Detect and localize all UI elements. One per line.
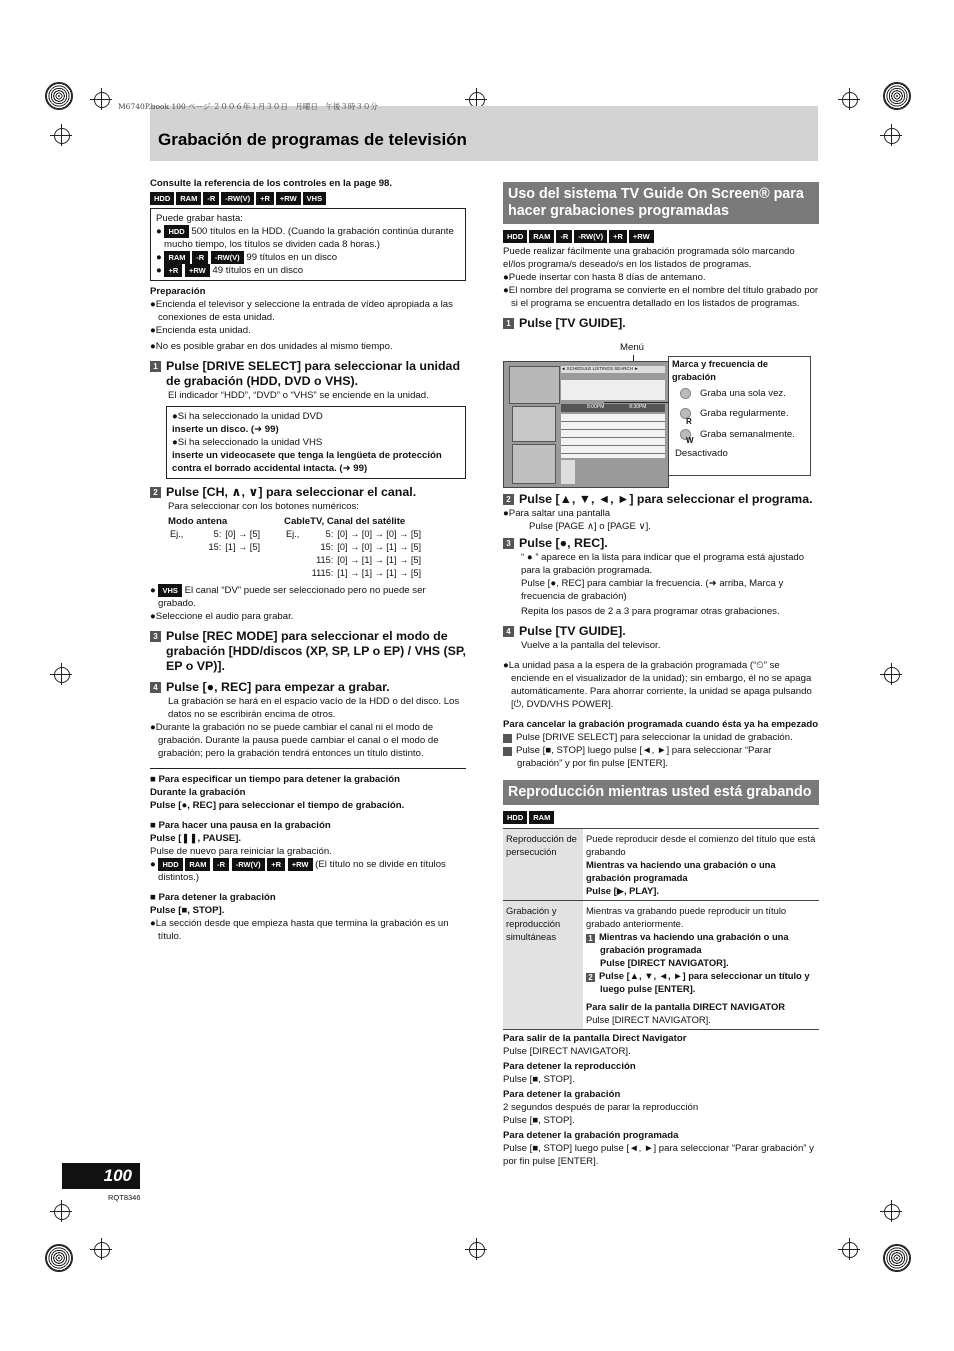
step-2	[150, 485, 466, 500]
row-step	[586, 930, 816, 956]
step-title: Pulse [TV GUIDE].	[519, 316, 626, 330]
step-text: Pulse [PAGE ∧] o [PAGE ∨].	[529, 521, 651, 532]
table-row	[168, 541, 262, 554]
divider	[150, 768, 466, 769]
tv-channel-col	[561, 460, 575, 484]
mark-letter: W	[686, 436, 694, 445]
cable-table	[284, 528, 423, 580]
cancel-step	[493, 744, 819, 770]
step-number: 3	[503, 538, 514, 549]
stop-text-span: La sección desde que empieza hasta que termina la grabación es un título.	[155, 918, 449, 942]
badge: VHS	[303, 192, 326, 205]
subhead-line: Pulse [❚❚, PAUSE].	[150, 833, 242, 844]
after-text: Pulse [■, STOP] luego pulse [◄, ►] para seleccionar “Parar grabación” y por fin pulse [ENTER].	[503, 1143, 814, 1168]
step-text: El indicador “HDD”, “DVD” o “VHS” se enciende en la unidad.	[168, 390, 429, 401]
section-heading-playback: Reproducción mientras usted está grabando	[503, 780, 819, 805]
mark-regular	[680, 408, 810, 426]
box-text: Si ha seleccionado la unidad DVD	[177, 411, 323, 422]
step-text: La grabación se hará en el espacio vacío de la HDD o del disco. Los datos no se escribirán encima de otros.	[168, 696, 460, 720]
badge: RAM	[529, 230, 554, 243]
after-head: Para detener la grabación programada	[503, 1130, 679, 1142]
cell	[284, 541, 301, 554]
tv-grid	[561, 414, 665, 458]
after-text: Pulse [■, STOP].	[503, 1074, 575, 1086]
step4-bullet: ●Durante la grabación no se puede cambiar el canal ni el modo de grabación. Durante la pausa puede cambiar el canal o el modo de grabación; pero la grabación tendrá entonces un título distinto.	[150, 722, 439, 759]
cell: [0] → [1] → [1] → [5]	[337, 555, 422, 565]
channel-head: CableTV, Canal del satélite	[284, 516, 406, 527]
badge: -RW(V)	[221, 192, 254, 205]
box-line: ●Si ha seleccionado la unidad VHS	[172, 437, 323, 448]
table-row	[284, 541, 423, 554]
row-step	[586, 969, 816, 995]
step-text: “ ● ” aparece en la lista para indicar que el programa está ajustado para la grabación programada.	[521, 552, 805, 576]
row-text-bold: Para salir de la pantalla DIRECT NAVIGATOR	[586, 1001, 786, 1013]
badge: +RW	[629, 230, 654, 243]
subhead: ■ Para hacer una pausa en la grabación	[150, 820, 331, 831]
badge: +RW	[185, 264, 210, 277]
cell: 5:	[325, 529, 334, 539]
badge: HDD	[150, 192, 174, 205]
cell: Ej.,	[170, 529, 184, 539]
badge: -RW(V)	[232, 858, 265, 871]
pause-badges-line: ● HDD RAM -R -RW(V) +R +RW (El título no se divide en títulos distintos.)	[150, 859, 446, 883]
mark-off: Desactivado	[675, 448, 728, 459]
mark-regular-text: Graba regularmente.	[700, 408, 789, 419]
cell: 15:	[320, 542, 334, 552]
cancel-step-text: Pulse [DRIVE SELECT] para seleccionar la unidad de grabación.	[516, 732, 793, 743]
badge: RAM	[176, 192, 201, 205]
cell: 5:	[213, 529, 222, 539]
after-head: Para detener la reproducción	[503, 1061, 636, 1073]
badge: RAM	[529, 811, 554, 824]
row-content	[583, 829, 819, 901]
step-title: Pulse [DRIVE SELECT] para seleccionar la unidad de grabación (HDD, DVD o VHS).	[166, 359, 461, 388]
tv-info-panel	[561, 380, 665, 400]
capacity-hdd: ● HDD 500 títulos en la HDD. (Cuando la grabación continúa durante mucho tiempo, los títulos se dividen cada 8 horas.)	[156, 226, 454, 250]
cell	[284, 554, 301, 567]
tvg-bullet-text: El nombre del programa se convierte en el nombre del título grabado por si el programa se encuentra detallado en los listados de programas.	[508, 285, 819, 309]
cell: [1] → [5]	[225, 542, 261, 552]
right-column-lower	[493, 486, 819, 1168]
page-title: Grabación de programas de televisión	[158, 130, 467, 149]
after-text: 2 segundos después de parar la reproducción	[503, 1102, 699, 1114]
step-number: 4	[150, 682, 161, 693]
row-text-bold: Mientras va haciendo una grabación o una grabación programada	[586, 859, 776, 883]
row-step-text: Pulse [▲, ▼, ◄, ►] para seleccionar un título y luego pulse [ENTER].	[599, 970, 810, 995]
badge: -RW(V)	[574, 230, 607, 243]
row-content	[583, 901, 819, 1030]
row-text: Puede reproducir desde el comienzo del título que está grabando	[586, 833, 816, 857]
cell: [0] → [0] → [0] → [5]	[337, 529, 422, 539]
step1-box	[166, 406, 466, 479]
tv-time-bar	[561, 404, 665, 412]
callout-pointer	[604, 402, 668, 403]
after-head: Para salir de la pantalla Direct Navigator	[503, 1033, 687, 1045]
after-head: Para detener la grabación	[503, 1089, 621, 1101]
capacity-hdd-text: 500 títulos en la HDD. (Cuando la grabación continúa durante mucho tiempo, los títulos se dividen cada 8 horas.)	[164, 226, 454, 250]
step-number: 4	[503, 626, 514, 637]
step-number: 1	[150, 361, 161, 372]
step-1	[150, 359, 466, 389]
subhead: ■ Para detener la grabación	[150, 892, 276, 903]
tv-time: 8:00PM	[587, 404, 605, 410]
registration-mark	[45, 1244, 73, 1272]
cell: [1] → [1] → [1] → [5]	[337, 568, 422, 578]
subhead-line: Durante la grabación	[150, 787, 246, 798]
cell: 115:	[316, 555, 334, 565]
registration-mark	[883, 1244, 911, 1272]
badge: HDD	[158, 858, 182, 871]
registration-mark	[45, 82, 73, 110]
prep-text: Encienda el televisor y seleccione la entrada de vídeo apropiada a las conexiones de esta unidad.	[155, 299, 453, 323]
media-badges	[150, 192, 466, 205]
badge: HDD	[503, 811, 527, 824]
tvg-bullet: ●Puede insertar con hasta 8 días de antemano.	[503, 272, 706, 283]
prep-text: Encienda esta unidad.	[155, 325, 251, 336]
tvg-step-2	[503, 492, 819, 507]
box-line-bold: inserte un videocasete que tenga la lengüeta de protección contra el borrado accidental intacta. (➜ 99)	[172, 450, 442, 474]
step-3	[150, 629, 466, 674]
badge: RAM	[185, 858, 210, 871]
cable-mode	[284, 515, 423, 580]
tvg-bullet: ●El nombre del programa se convierte en el nombre del título grabado por si el programa se encuentra detallado en los listados de programas.	[503, 285, 819, 309]
mark-letter: R	[686, 417, 692, 426]
tvg-intro: Puede realizar fácilmente una grabación programada sólo marcando el/los programa/s deseado/s en los listados de programas.	[503, 246, 795, 270]
badge: HDD	[503, 230, 527, 243]
step-number: 2	[503, 747, 512, 756]
page-number: 100	[62, 1163, 140, 1189]
cell: [0] → [0] → [1] → [5]	[337, 542, 422, 552]
prep-item: ●Encienda el televisor y seleccione la entrada de vídeo apropiada a las conexiones de esta unidad.	[150, 299, 453, 323]
file-stamp: M6740P.book 100 ページ ２００６年１月３０日 月曜日 午後３時３０分	[118, 102, 378, 111]
registration-mark	[883, 82, 911, 110]
badge: +RW	[276, 192, 301, 205]
cell: [0] → [5]	[225, 529, 261, 539]
standby-note-text: La unidad pasa a la espera de la grabación programada (“⏲” se enciende en el visualizador de la unidad); sin embargo, él no se apaga automáticamente. Para ahorrar corriente, la unidad se apaga pulsando [⏻, DVD/VHS POWER].	[508, 660, 812, 710]
badge: -RW(V)	[211, 251, 244, 264]
standby-note: ●La unidad pasa a la espera de la grabación programada (“⏲” se enciende en el visualizador de la unidad); sin embargo, él no se apaga automáticamente. Para ahorrar corriente, la unidad se apaga pulsando [⏻, DVD/VHS POWER].	[503, 660, 812, 710]
step-title: Pulse [CH, ∧, ∨] para seleccionar el canal.	[166, 485, 417, 499]
badge: +R	[256, 192, 274, 205]
media-badges	[503, 811, 819, 824]
cell	[168, 541, 185, 554]
subhead-line: Pulse [■, STOP].	[150, 905, 225, 916]
cancel-head: Para cancelar la grabación programada cuando ésta ya ha empezado	[503, 719, 819, 730]
playback-table	[503, 828, 819, 1030]
ad-panel	[512, 444, 556, 484]
tv-search: SEARCH ►	[614, 366, 639, 371]
antenna-table	[168, 528, 262, 554]
record-once-icon	[680, 388, 691, 399]
audio-note: ●Seleccione el audio para grabar.	[150, 611, 294, 622]
prep-text: No es posible grabar en dos unidades al mismo tiempo.	[155, 341, 393, 352]
tvg-bullet-text: Puede insertar con hasta 8 días de antemano.	[508, 272, 706, 283]
row-step-text: Mientras va haciendo una grabación o una grabación programada	[599, 931, 789, 956]
row-label: Reproducción de persecución	[503, 829, 583, 901]
badge: RAM	[164, 251, 189, 264]
step-number: 2	[586, 973, 595, 982]
step-title: Pulse [●, REC] para empezar a grabar.	[166, 680, 390, 694]
subhead: ■ Para especificar un tiempo para detener la grabación	[150, 774, 400, 785]
table-row	[503, 829, 819, 901]
badge: +R	[609, 230, 627, 243]
step-bullet-text: Para saltar una pantalla	[508, 508, 611, 519]
badge: -R	[213, 858, 229, 871]
capacity-disc: ● RAM -R -RW(V) 99 títulos en un disco	[156, 252, 338, 263]
row-text-bold: Pulse [▶, PLAY].	[586, 885, 660, 896]
row-label: Grabación y reproducción simultáneas	[503, 901, 583, 1030]
badge: VHS	[158, 584, 181, 597]
channel-table	[150, 515, 466, 580]
capacity-intro: Puede grabar hasta:	[156, 213, 243, 224]
mark-weekly	[680, 429, 810, 445]
stop-text: ●La sección desde que empieza hasta que termina la grabación es un título.	[150, 918, 449, 942]
row-text: Mientras va grabando puede reproducir un título grabado anteriormente.	[586, 905, 787, 929]
step-text: Repita los pasos de 2 a 3 para programar otras grabaciones.	[521, 606, 780, 617]
step-title: Pulse [TV GUIDE].	[519, 624, 626, 638]
step-number: 1	[586, 934, 595, 943]
capacity-plus-text: 49 títulos en un disco	[212, 265, 304, 276]
pause-badge-note: (El título no se divide en títulos distintos.)	[158, 859, 446, 883]
reference-note: Consulte la referencia de los controles en la page 98.	[150, 178, 393, 189]
channel-head: Modo antena	[168, 516, 228, 527]
table-row	[284, 528, 423, 541]
capacity-box	[150, 208, 466, 281]
step-text: Pulse [●, REC] para cambiar la frecuencia. (➜ arriba, Marca y frecuencia de grabación)	[521, 578, 784, 602]
table-row	[503, 901, 819, 1030]
step-number: 3	[150, 631, 161, 642]
media-badges	[503, 230, 819, 243]
pause-text: Pulse de nuevo para reiniciar la grabación.	[150, 846, 332, 857]
prep-item: ●Encienda esta unidad.	[150, 325, 251, 336]
prep-title: Preparación	[150, 286, 206, 297]
audio-note-text: Seleccione el audio para grabar.	[155, 611, 294, 622]
box-line: ●Si ha seleccionado la unidad DVD	[172, 411, 323, 422]
capacity-disc-text: 99 títulos en un disco	[246, 252, 338, 263]
tv-schedule: ◄ SCHEDULE	[561, 366, 592, 371]
ad-panel	[512, 406, 556, 442]
step4-bullet-text: Durante la grabación no se puede cambiar el canal ni el modo de grabación. Durante la pausa puede cambiar el canal o el modo de grabación; pero la grabación tendrá entonces un título distinto.	[155, 722, 439, 759]
row-text: Pulse [DIRECT NAVIGATOR].	[586, 1014, 711, 1026]
step-title: Pulse [REC MODE] para seleccionar el modo de grabación [HDD/discos (XP, SP, LP o EP) / VHS (SP, EP o VP)].	[166, 629, 466, 673]
step-number: 1	[503, 318, 514, 329]
tvg-step-4	[503, 624, 819, 639]
box-line-bold: inserte un disco. (➜ 99)	[172, 424, 279, 435]
tvg-step-3	[503, 536, 819, 551]
vhs-note: ● VHS El canal “DV” puede ser seleccionado pero no puede ser grabado.	[150, 585, 426, 609]
mark-once-text: Graba una sola vez.	[700, 388, 786, 399]
badge: +RW	[288, 858, 313, 871]
badge: +R	[267, 858, 285, 871]
cell: 15:	[208, 542, 222, 552]
antenna-mode	[168, 515, 262, 580]
step-number: 1	[503, 734, 512, 743]
tv-guide-screenshot	[503, 361, 669, 488]
after-text: Pulse [DIRECT NAVIGATOR].	[503, 1046, 631, 1058]
cell: 1115:	[311, 568, 334, 578]
step-number: 2	[503, 494, 514, 505]
doc-code: RQT8346	[108, 1193, 141, 1202]
capacity-plus: ● +R +RW 49 títulos en un disco	[156, 265, 304, 276]
cell	[284, 567, 301, 580]
step-text: Vuelve a la pantalla del televisor.	[521, 640, 661, 651]
mark-once	[680, 388, 810, 399]
after-text: Pulse [■, STOP].	[503, 1115, 575, 1127]
tvg-step-1	[503, 316, 819, 331]
subhead-line: Pulse [●, REC] para seleccionar el tiempo de grabación.	[150, 800, 405, 811]
right-column	[503, 182, 819, 331]
menu-label: Menú	[620, 342, 644, 353]
tv-time: 8:30PM	[629, 404, 647, 410]
prep-item: ●No es posible grabar en dos unidades al mismo tiempo.	[150, 341, 393, 352]
table-row	[284, 554, 423, 567]
step-number: 2	[150, 487, 161, 498]
section-heading-tv-guide: Uso del sistema TV Guide On Screen® para hacer grabaciones programadas	[503, 182, 819, 224]
cancel-step	[493, 731, 819, 744]
box-text: Si ha seleccionado la unidad VHS	[177, 437, 323, 448]
mark-weekly-text: Graba semanalmente.	[700, 429, 795, 440]
table-row	[284, 567, 423, 580]
badge: -R	[556, 230, 572, 243]
badge: +R	[164, 264, 182, 277]
step-text: Para seleccionar con los botones numéricos:	[168, 501, 359, 512]
callout-title: Marca y frecuencia de grabación	[672, 359, 769, 382]
step-title: Pulse [▲, ▼, ◄, ►] para seleccionar el programa.	[519, 492, 813, 506]
tv-nav-bar	[561, 366, 665, 373]
step-bullet: ●Para saltar una pantalla	[503, 508, 611, 519]
tv-listings: LISTINGS	[592, 366, 613, 371]
cell: Ej.,	[286, 529, 300, 539]
cancel-step-text: Pulse [■, STOP] luego pulse [◄, ►] para seleccionar “Parar grabación” y por fin pulse [ENTER].	[516, 745, 772, 769]
step-title: Pulse [●, REC].	[519, 536, 608, 550]
vhs-note-text: El canal “DV” puede ser seleccionado pero no puede ser grabado.	[158, 585, 426, 609]
table-row	[168, 528, 262, 541]
recording-mark-callout	[668, 356, 811, 476]
video-window	[509, 366, 560, 404]
left-column	[150, 177, 466, 943]
row-step-text: Pulse [DIRECT NAVIGATOR].	[600, 957, 729, 969]
badge: -R	[203, 192, 219, 205]
badge: HDD	[164, 225, 188, 238]
step-4	[150, 680, 466, 695]
badge: -R	[192, 251, 208, 264]
